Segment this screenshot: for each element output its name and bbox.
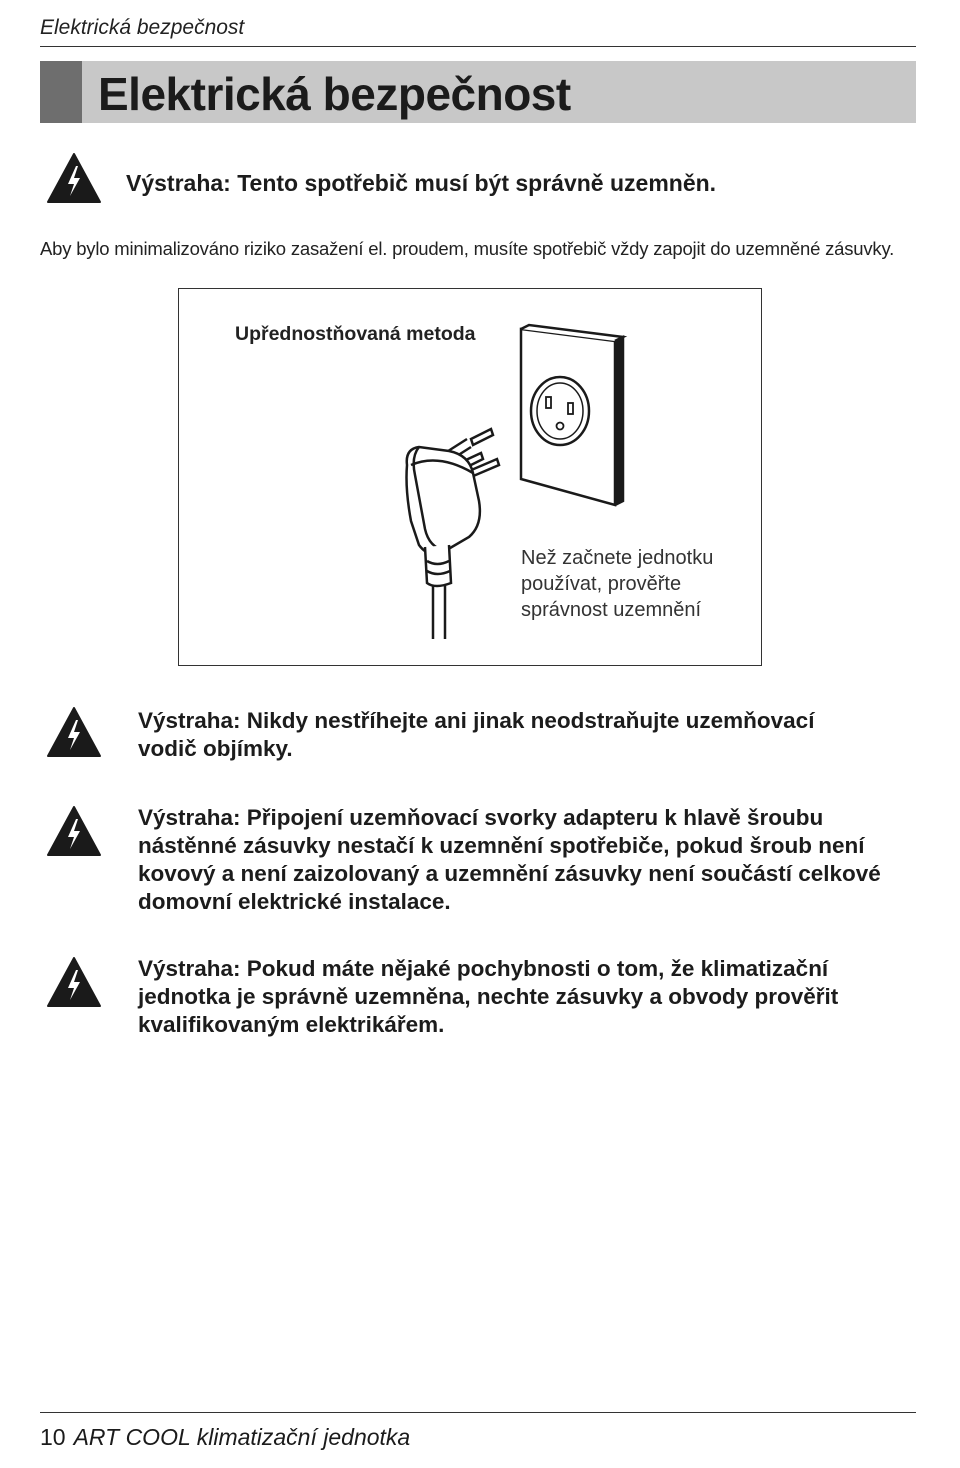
high-voltage-warning-icon bbox=[46, 706, 102, 758]
running-header: Elektrická bezpečnost bbox=[40, 16, 245, 39]
warning-adapter: Výstraha: Připojení uzemňovací svorky adapteru k hlavě šroubu nástěnné zásuvky nestačí k uzemnění spotřebiče, pokud šroub není kovový a není zaizolovaný a uzemnění zásuvky není součástí celkové domovní elektrické instalace. bbox=[138, 805, 881, 914]
figure bbox=[178, 288, 762, 666]
header-rule bbox=[40, 46, 916, 47]
figure-label: Upřednostňovaná metoda bbox=[235, 323, 476, 345]
warning-cut-ground: Výstraha: Nikdy nestříhejte ani jinak neodstraňujte uzemňovací vodič objímky. bbox=[138, 708, 815, 761]
page-number: 10 bbox=[40, 1424, 66, 1450]
high-voltage-warning-icon bbox=[46, 805, 102, 857]
high-voltage-warning-icon bbox=[46, 956, 102, 1008]
high-voltage-warning-icon bbox=[46, 152, 102, 204]
footer bbox=[40, 1424, 410, 1451]
title-bar bbox=[40, 61, 916, 123]
page-title: Elektrická bezpečnost bbox=[98, 68, 571, 120]
figure-note: Než začnete jednotku používat, prověřte správnost uzemnění bbox=[521, 547, 714, 621]
footer-rule bbox=[40, 1412, 916, 1413]
warning-grounding: Výstraha: Tento spotřebič musí být správně uzemněn. bbox=[126, 170, 717, 196]
title-accent-block bbox=[40, 61, 82, 123]
intro-text: Aby bylo minimalizováno riziko zasažení el. proudem, musíte spotřebič vždy zapojit do uzemněné zásuvky. bbox=[40, 238, 895, 259]
warning-electrician: Výstraha: Pokud máte nějaké pochybnosti o tom, že klimatizační jednotka je správně uzemněna, nechte zásuvky a obvody prověřit kvalifikovaným elektrikářem. bbox=[138, 956, 839, 1037]
footer-title: ART COOL klimatizační jednotka bbox=[73, 1424, 411, 1450]
